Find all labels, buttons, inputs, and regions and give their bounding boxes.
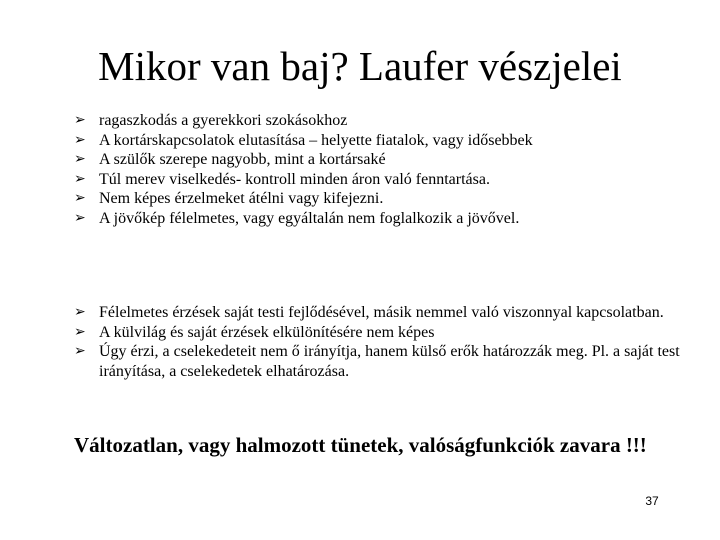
feelings-list xyxy=(74,303,694,381)
list-item xyxy=(74,150,694,170)
list-item xyxy=(74,170,694,190)
list-item-text: A jövőkép félelmetes, vagy egyáltalán nem foglalkozik a jövővel. xyxy=(99,209,520,227)
list-item xyxy=(74,189,694,209)
list-item-text: A kortárskapcsolatok elutasítása – helyette fiatalok, vagy idősebbek xyxy=(99,131,533,149)
list-item-text: Félelmetes érzések saját testi fejlődésével, másik nemmel való viszonnyal kapcsolatban. xyxy=(99,304,664,321)
page-number: 37 xyxy=(645,494,659,508)
arrow-bullet-icon: ➢ xyxy=(74,209,86,226)
list-item xyxy=(74,131,694,151)
arrow-bullet-icon: ➢ xyxy=(74,151,86,167)
list-item-text: A külvilág és saját érzések elkülönítésére nem képes xyxy=(99,323,435,341)
warning-signs-list xyxy=(74,111,694,228)
arrow-bullet-icon: ➢ xyxy=(74,304,86,320)
list-item xyxy=(74,209,694,229)
arrow-bullet-icon: ➢ xyxy=(74,112,86,128)
list-item-text: Nem képes érzelmeket átélni vagy kifejezni. xyxy=(99,190,384,207)
arrow-bullet-icon: ➢ xyxy=(74,131,86,148)
slide-title: Mikor van baj? Laufer vészjelei xyxy=(98,43,622,89)
arrow-bullet-icon: ➢ xyxy=(74,190,86,206)
list-item xyxy=(74,342,694,381)
list-item-text: A szülők szerepe nagyobb, mint a kortársaké xyxy=(99,151,386,168)
list-item-text: Úgy érzi, a cselekedeteit nem ő irányítja, hanem külső erők határozzák meg. Pl. a saját test irányítása, a cselekedetek elhatározása. xyxy=(99,343,680,380)
summary-text: Változatlan, vagy halmozott tünetek, valóságfunkciók zavara !!! xyxy=(74,433,647,457)
list-item xyxy=(74,323,694,343)
list-item-text: Túl merev viselkedés- kontroll minden áron való fenntartása. xyxy=(99,170,490,188)
list-item xyxy=(74,111,694,131)
list-item xyxy=(74,303,694,323)
list-item-text: ragaszkodás a gyerekkori szokásokhoz xyxy=(99,112,348,129)
arrow-bullet-icon: ➢ xyxy=(74,343,86,359)
arrow-bullet-icon: ➢ xyxy=(74,323,86,340)
arrow-bullet-icon: ➢ xyxy=(74,170,86,187)
